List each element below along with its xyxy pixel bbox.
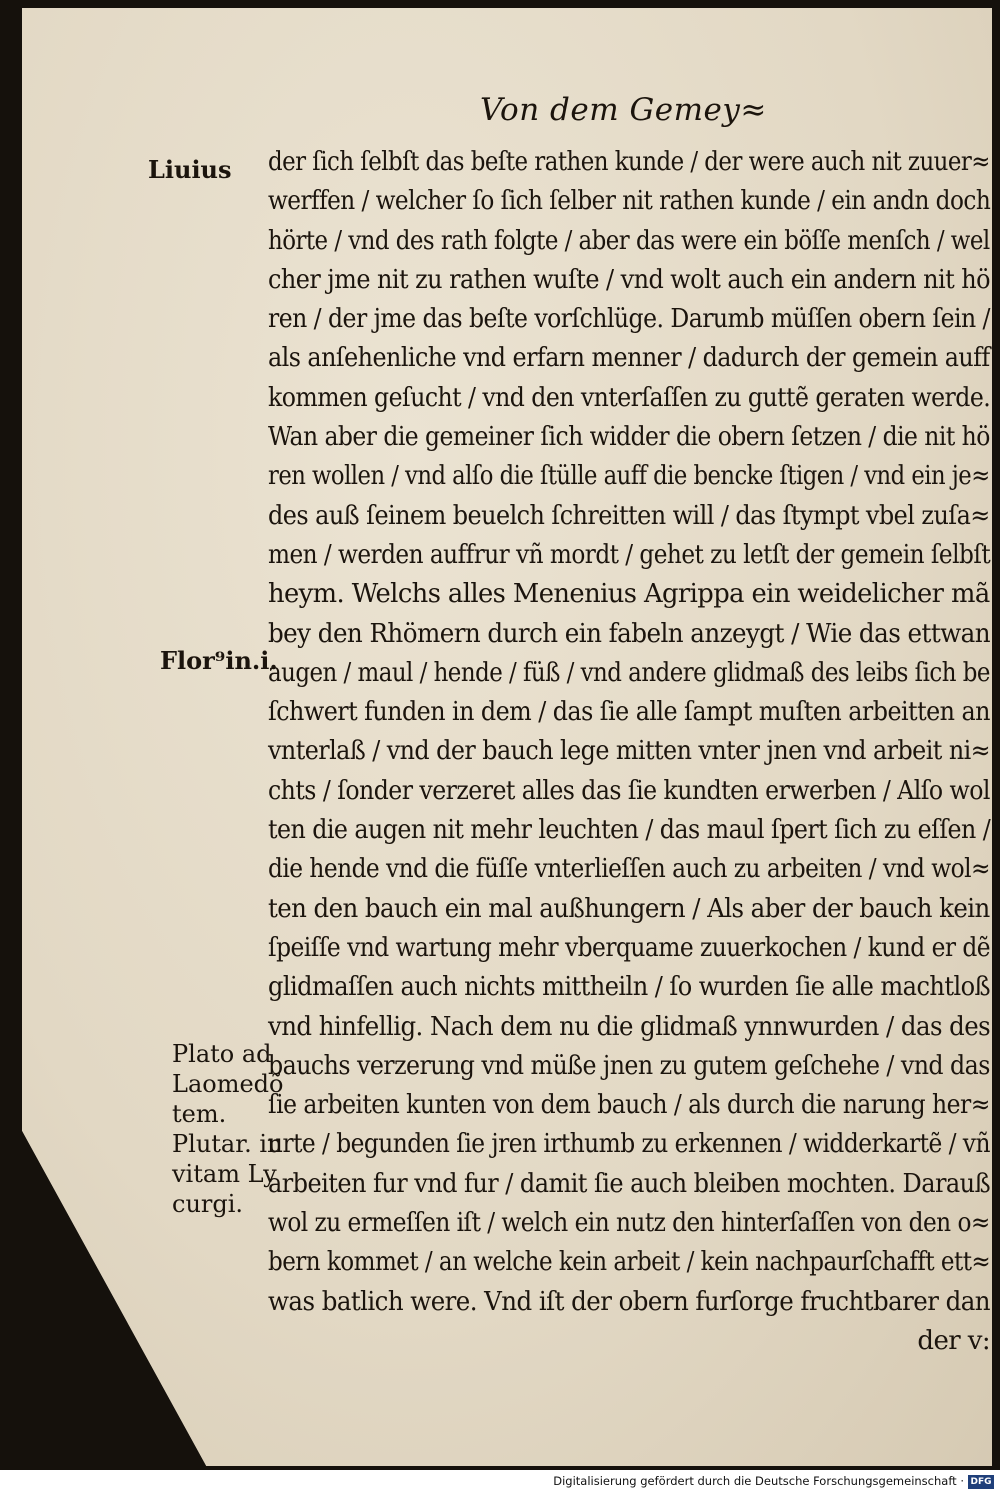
footer-credit: Digitalisierung gefördert durch die Deutsche Forschungsgemeinschaft · xyxy=(553,1474,964,1488)
text-line: ſie arbeiten kunten von dem bauch / als durch die narung her≈ xyxy=(268,1090,990,1121)
text-line: ſchwert funden in dem / das ſie alle ſampt muſten arbeitten an xyxy=(268,697,990,728)
text-line: was batlich were. Vnd iſt der obern furſorge fruchtbarer dan xyxy=(268,1286,990,1317)
margin-note-line: curgi. xyxy=(172,1190,244,1218)
text-line: arbeiten fur vnd fur / damit ſie auch bleiben mochten. Darauß xyxy=(268,1168,991,1199)
text-line: des auß ſeinem beuelch ſchreitten will / das ſtympt vbel zuſa≈ xyxy=(268,500,990,531)
margin-note-line: vitam Ly xyxy=(172,1160,277,1188)
text-line: ten den bauch ein mal außhungern / Als aber der bauch kein xyxy=(268,893,990,924)
footer-bar xyxy=(0,1470,1000,1495)
margin-note-line: Plutar. in xyxy=(172,1130,283,1158)
text-line: bauchs verzerung vnd müße jnen zu gutem geſchehe / vnd das xyxy=(268,1050,990,1081)
body-text xyxy=(268,143,990,1361)
margin-note-plato-plutarch xyxy=(172,1040,283,1220)
text-line: ren / der jme das beſte vorſchlüge. Darumb müſſen obern ſein / xyxy=(268,304,990,335)
margin-note-florus: Flor⁹in.i. xyxy=(160,646,278,675)
text-line: der ſich ſelbſt das beſte rathen kunde / der were auch nit zuuer≈ xyxy=(268,147,990,177)
text-line: wol zu ermeſſen iſt / welch ein nutz den hinterſaſſen von den o≈ xyxy=(268,1208,990,1239)
text-line: hörte / vnd des rath folgte / aber das were ein böſſe menſch / wel xyxy=(268,225,990,256)
text-line: augen / maul / hende / füß / vnd andere glidmaß des leibs ſich be xyxy=(268,657,990,688)
text-line: heym. Welchs alles Menenius Agrippa ein weidelicher mã xyxy=(268,579,990,610)
text-line: ren wollen / vnd alſo die ſtülle auff die bencke ſtigen / vnd ein je≈ xyxy=(268,461,990,492)
running-head: Von dem Gemey≈ xyxy=(480,92,767,128)
text-line: ten die augen nit mehr leuchten / das maul ſpert ſich zu eſſen / xyxy=(268,815,991,846)
text-line: vnterlaß / vnd der bauch lege mitten vnter jnen vnd arbeit ni≈ xyxy=(268,736,991,767)
dfg-logo-icon: DFG xyxy=(968,1475,994,1489)
text-line: bern kommet / an welche kein arbeit / kein nachpaurſchafft ett≈ xyxy=(268,1247,991,1278)
text-line: chts / ſonder verzeret alles das ſie kundten erwerben / Alſo wol xyxy=(268,775,990,806)
text-line: men / werden auffrur vñ mordt / gehet zu letſt der gemein ſelbſt xyxy=(268,539,991,570)
text-line: kommen geſucht / vnd den vnterſaſſen zu guttẽ geraten werde. xyxy=(268,382,991,413)
text-line: die hende vnd die füſſe vnterlieſſen auch zu arbeiten / vnd wol≈ xyxy=(268,854,990,885)
text-line: cher jme nit zu rathen wuſte / vnd wolt auch ein andern nit hö xyxy=(268,264,990,295)
text-line: werffen / welcher ſo ſich ſelber nit rathen kunde / ein andn doch xyxy=(268,186,991,217)
margin-note-line: Plato ad xyxy=(172,1040,272,1068)
text-line: bey den Rhömern durch ein fabeln anzeygt / Wie das ettwan xyxy=(268,618,991,649)
text-line: ſpeiſſe vnd wartung mehr vberquame zuuerkochen / kund er dẽ xyxy=(268,932,991,963)
margin-note-livius: Liuius xyxy=(148,155,232,184)
margin-note-line: Laomedõ xyxy=(172,1070,284,1098)
catchword: der v: xyxy=(917,1325,990,1356)
margin-note-line: tem. xyxy=(172,1100,227,1128)
text-line: glidmaſſen auch nichts mittheiln / ſo wurden ſie alle machtloß xyxy=(268,972,991,1003)
text-line: urte / begunden ſie jren irthumb zu erkennen / widderkartẽ / vñ xyxy=(268,1129,990,1160)
text-line: als anſehenliche vnd erfarn menner / dadurch der gemein auff xyxy=(268,343,990,374)
text-line: vnd hinfellig. Nach dem nu die glidmaß ynnwurden / das des xyxy=(268,1011,991,1042)
text-line: Wan aber die gemeiner ſich widder die obern ſetzen / die nit hö xyxy=(268,422,990,453)
